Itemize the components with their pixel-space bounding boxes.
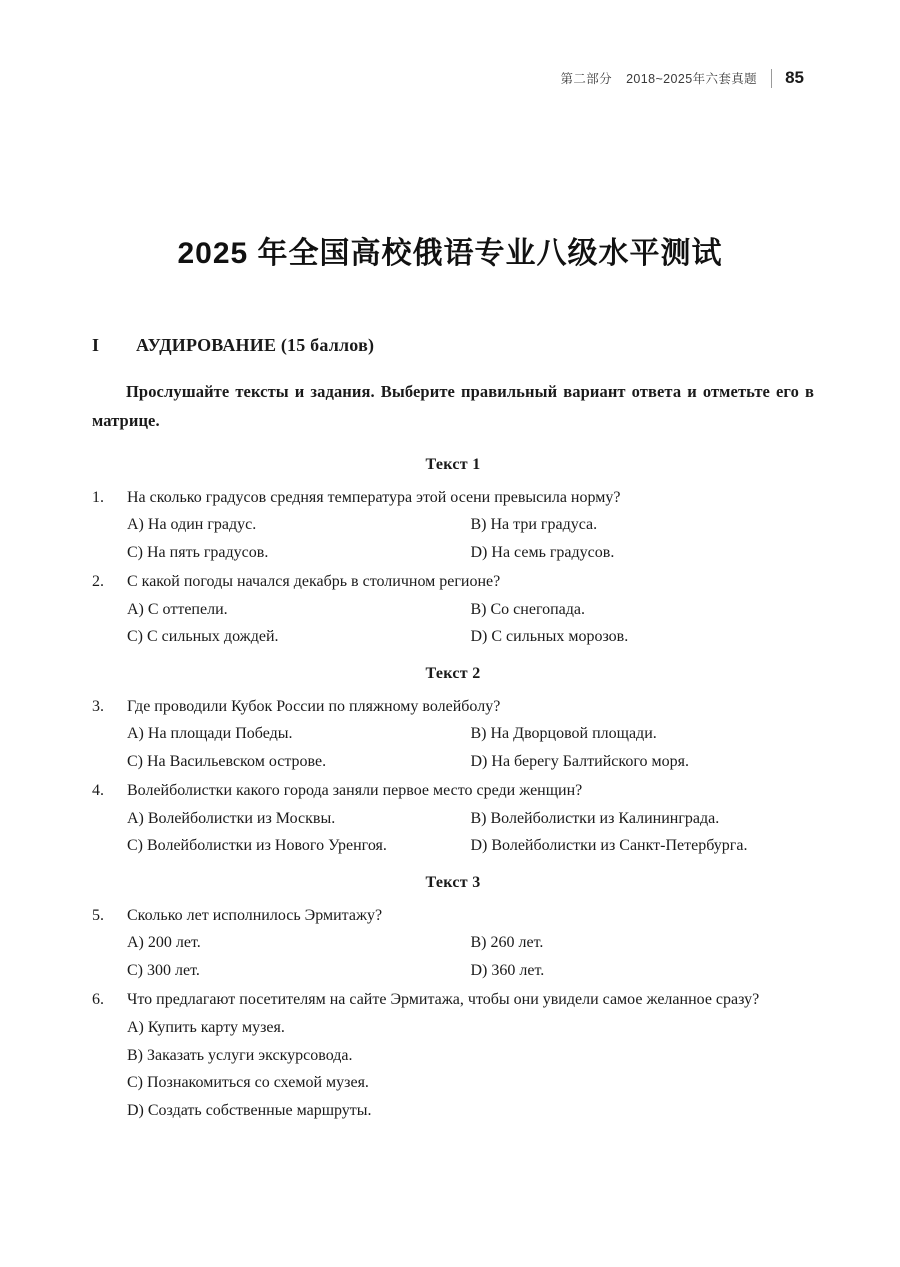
option-c[interactable]: C) На Васильевском острове. — [127, 752, 327, 770]
question-number: 3. — [92, 697, 104, 715]
question-body — [127, 986, 814, 1124]
question-body — [127, 484, 814, 567]
question-item — [92, 693, 814, 776]
text-block — [92, 456, 814, 651]
option-list — [127, 1014, 814, 1124]
question-stem: Сколько лет исполнилось Эрмитажу? — [127, 906, 383, 924]
question-stem: На сколько градусов средняя температура этой осени превысила норму? — [127, 488, 621, 506]
text-label: Текст 3 — [425, 873, 481, 891]
question-number: 4. — [92, 782, 104, 800]
question-number: 1. — [92, 488, 104, 506]
header-series-label: 2018~2025年六套真题 — [626, 72, 758, 86]
question-stem: Где проводили Кубок России по пляжному волейболу? — [127, 697, 501, 715]
page-number: 85 — [785, 68, 804, 87]
section-title: АУДИРОВАНИЕ (15 баллов) — [136, 335, 375, 355]
option-list — [127, 720, 814, 775]
question-number: 5. — [92, 906, 104, 924]
option-c[interactable]: C) 300 лет. — [127, 961, 200, 979]
option-list — [127, 805, 814, 860]
section-instruction: Прослушайте тексты и задания. Выберите правильный вариант ответа и отметьте его в матрице. — [92, 382, 814, 430]
question-number: 2. — [92, 573, 104, 591]
page-title: 2025 年全国高校俄语专业八级水平测试 — [177, 237, 723, 270]
option-a[interactable]: A) С оттепели. — [127, 600, 228, 618]
question-body — [127, 777, 814, 860]
option-list — [127, 596, 814, 651]
option-a[interactable]: A) Волейболистки из Москвы. — [127, 809, 336, 827]
option-d[interactable]: D) На берегу Балтийского моря. — [470, 752, 689, 770]
question-body — [127, 568, 814, 651]
option-b[interactable]: B) 260 лет. — [470, 934, 544, 952]
option-c[interactable]: C) Волейболистки из Нового Уренгоя. — [127, 837, 387, 855]
question-item — [92, 777, 814, 860]
question-body — [127, 693, 814, 776]
option-c[interactable]: C) С сильных дождей. — [127, 628, 279, 646]
option-d[interactable]: D) Волейболистки из Санкт-Петербурга. — [470, 837, 748, 855]
question-body — [127, 902, 814, 985]
section-number: I — [92, 335, 100, 355]
text-label: Текст 2 — [425, 664, 481, 682]
question-stem: Волейболистки какого города заняли первое место среди женщин? — [127, 782, 583, 800]
option-d[interactable]: D) Создать собственные маршруты. — [127, 1101, 372, 1119]
option-b[interactable]: B) На Дворцовой площади. — [470, 725, 657, 743]
option-list — [127, 929, 814, 984]
main-content — [92, 335, 814, 1124]
option-b[interactable]: B) Волейболистки из Калининграда. — [470, 809, 720, 827]
question-number: 6. — [92, 991, 104, 1009]
option-b[interactable]: B) Со снегопада. — [470, 600, 586, 618]
option-a[interactable]: A) На один градус. — [127, 516, 257, 534]
question-item — [92, 902, 814, 985]
option-d[interactable]: D) 360 лет. — [470, 961, 545, 979]
section-heading — [92, 335, 814, 356]
option-b[interactable]: B) Заказать услуги экскурсовода. — [127, 1046, 353, 1064]
question-item — [92, 986, 814, 1124]
option-c[interactable]: C) Познакомиться со схемой музея. — [127, 1074, 369, 1092]
option-d[interactable]: D) С сильных морозов. — [470, 628, 629, 646]
question-item — [92, 484, 814, 567]
option-c[interactable]: C) На пять градусов. — [127, 543, 269, 561]
text-block — [92, 665, 814, 860]
header-part-label: 第二部分 — [560, 72, 613, 86]
option-b[interactable]: B) На три градуса. — [470, 516, 598, 534]
option-a[interactable]: A) На площади Победы. — [127, 725, 293, 743]
text-label: Текст 1 — [425, 455, 481, 473]
option-d[interactable]: D) На семь градусов. — [470, 543, 615, 561]
header-divider — [771, 69, 772, 88]
running-header — [560, 68, 804, 88]
option-list — [127, 511, 814, 566]
question-item — [92, 568, 814, 651]
question-stem: С какой погоды начался декабрь в столичном регионе? — [127, 573, 501, 591]
question-stem: Что предлагают посетителям на сайте Эрмитажа, чтобы они увидели самое желанное сразу? — [127, 991, 760, 1009]
text-block — [92, 874, 814, 1124]
option-a[interactable]: A) 200 лет. — [127, 934, 201, 952]
option-a[interactable]: A) Купить карту музея. — [127, 1019, 285, 1036]
